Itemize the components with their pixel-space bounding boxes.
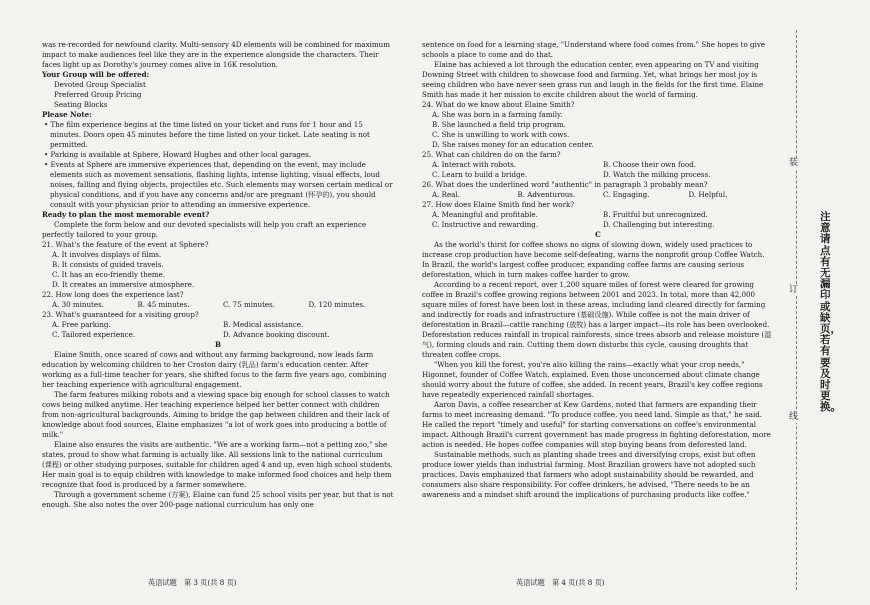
answer-option: D. 120 minutes. [308, 300, 366, 309]
answer-option: C. Learn to build a bridge. [432, 170, 528, 179]
answer-option: C. She is unwilling to work with cows. [432, 130, 570, 139]
question: 27. How does Elaine Smith find her work? [422, 200, 575, 209]
answer-option: A. She was born in a farming family. [432, 110, 563, 119]
answer-option: D. Helpful. [688, 190, 728, 199]
section-heading: C [595, 230, 601, 239]
offer-item: Preferred Group Pricing [54, 90, 142, 99]
question: 26. What does the underlined word "authentic" in paragraph 3 probably mean? [422, 180, 708, 189]
question: 22. How long does the experience last? [42, 290, 184, 299]
answer-option: B. She launched a field trip program. [432, 120, 566, 129]
paragraph: Elaine has achieved a lot through the education center, even appearing on TV and visiting Downing Street with children to showcase food and farming. Yet, what brings her most joy is seeing children who have never seen grass run and laugh in the fields for the first time. Elaine Smith has made it her mission to excite children about the world of farming. [422, 60, 764, 99]
answer-option: A. Interact with robots. [432, 160, 516, 169]
question: 25. What can children do on the farm? [422, 150, 561, 159]
bold-heading: Ready to plan the most memorable event? [42, 210, 210, 219]
binding-mark-xian: 线 [789, 412, 799, 422]
answer-option: A. It involves displays of films. [52, 250, 162, 259]
paragraph: According to a recent report, over 1,200 square miles of forest were cleared for growing coffee in Brazil's coffee growing regions between 2001 and 2023. In total, more than 42,000 square miles of forest have been lost in these areas, including land cleared directly for farming and indirectly for roads and infrastructure (基础设施). While coffee is not the main driver of deforestation in Brazil—cattle ranching (放牧) has a larger impact—its role has been overlooked. Deforestation reduces rainfall in tropical rainforests, since trees absorb and release moisture (湿气), forming clouds and rain. Cutting them down disturbs this cycle, causing droughts that threaten coffee crops. [422, 280, 772, 359]
note-bullet: • Parking is available at Sphere, Howard Hughes and other local garages. [44, 150, 312, 159]
answer-option: B. Choose their own food. [603, 160, 697, 169]
binding-mark-zhuang: 装 [789, 158, 799, 168]
offer-item: Seating Blocks [54, 100, 108, 109]
left-column [42, 40, 394, 510]
answer-option: A. Meaningful and profitable. [432, 210, 538, 219]
answer-option: C. It has an eco-friendly theme. [52, 270, 166, 279]
answer-option: B. It consists of guided travels. [52, 260, 164, 269]
vertical-print-notice: 注意请点有无漏印或缺页，若有要及时更换。 [820, 211, 841, 414]
answer-option: C. Engaging. [603, 190, 650, 199]
answer-options [422, 190, 774, 200]
paragraph: As the world's thirst for coffee shows no signs of slowing down, widely used practices to increase crop production have become self-defeating, warns the nonprofit group Coffee Watch. In Brazil, the world's largest coffee producer, expanding coffee farms are causing serious deforestation, which in turn makes coffee harder to grow. [422, 240, 765, 279]
answer-option: A. Real. [432, 190, 460, 199]
answer-options [42, 320, 394, 340]
paragraph: Aaron Davis, a coffee researcher at Kew Gardens, noted that farmers are expanding their farms to meet increasing demand. "To produce coffee, you need land. Simple as that," he said. He called the report "timely and useful" for starting conversations on coffee's environmental impact. Although Brazil's current government has made progress in fighting deforestation, more action is needed. He hopes coffee companies will stop buying beans from deforested land. [422, 400, 771, 449]
answer-option: D. She raises money for an education center. [432, 140, 594, 149]
answer-option: A. Free parking. [52, 320, 111, 329]
answer-option: B. Fruitful but unrecognized. [603, 210, 708, 219]
footer-left: 英语试题 第 3 页(共 8 页) [148, 578, 237, 587]
footer-right: 英语试题 第 4 页(共 8 页) [516, 578, 605, 587]
answer-option: B. Adventurous. [517, 190, 576, 199]
answer-option: D. Advance booking discount. [223, 330, 330, 339]
paragraph: The farm features milking robots and a viewing space big enough for school classes to watch cows being milked anytime. Her teaching experience helped her better connect with children from non-agricultural backgrounds. Aiming to bridge the gap between children and their lack of knowledge about food sources, Elaine emphasizes "a lot of work goes into producing a bottle of milk." [42, 390, 390, 439]
note-bullet: • Events at Sphere are immersive experiences that, depending on the event, may include elements such as movement sensations, flashing lights, intense lighting, visual effects, loud noises, falling and flying objects, projectiles etc. Such elements may worsen certain medical or physical conditions, and if you have any concerns and/or are pregnant (怀孕的), you should consult with your physician prior to attending an immersive experience. [44, 160, 393, 209]
bold-heading: Your Group will be offered: [42, 70, 150, 79]
paragraph: Elaine Smith, once scared of cows and without any farming background, now leads farm education by welcoming children to her Croston dairy (乳品) farm's education center. After working as a full-time teacher for years, she shifted focus to the farm five years ago, combining her teaching experience with agricultural engagement. [42, 350, 387, 389]
note-bullet: • The film experience begins at the time listed on your ticket and runs for 1 hour and 15 minutes. Doors open 45 minutes before the time listed on your ticket. Late seating is not permitted. [44, 120, 370, 149]
answer-option: D. It creates an immersive atmosphere. [52, 280, 195, 289]
question: 24. What do we know about Elaine Smith? [422, 100, 575, 109]
answer-option: D. Watch the milking process. [603, 170, 711, 179]
bold-heading: Please Note: [42, 110, 92, 119]
paragraph: was re-recorded for newfound clarity. Multi-sensory 4D elements will be combined for maximum impact to make audiences feel like they are in the experience alongside the characters. Their faces light up as Dorothy's journey comes alive in 16K resolution. [42, 40, 390, 69]
paragraph: Sustainable methods, such as planting shade trees and diversifying crops, exist but often produce lower yields than industrial farming. Most Brazilian growers have not adopted such practices. Davis emphasized that farmers who adopt sustainability should be rewarded, and consumers also share responsibility. For coffee drinkers, he advised, "There needs to be an awareness and a mindset shift around the implications of purchasing products like coffee." [422, 450, 756, 499]
answer-option: B. 45 minutes. [137, 300, 190, 309]
binding-mark-ding: 订 [789, 285, 799, 295]
answer-option: C. 75 minutes. [223, 300, 276, 309]
answer-option: D. Challenging but interesting. [603, 220, 715, 229]
paragraph: Elaine also ensures the visits are authentic. "We are a working farm—not a petting zoo," she states, proud to show what farming is actually like. All sessions link to the national curriculum (课程) or other studying purposes, suitable for children aged 4 and up, even high school students. Her main goal is to equip children with knowledge to make informed food choices and help them recognize that food is produced by a farmer somewhere. [42, 440, 393, 489]
paragraph: Through a government scheme (方案), Elaine can fund 25 school visits per year, but that is not enough. She also notes the over 200-page national curriculum has only one [42, 490, 394, 509]
answer-option: B. Medical assistance. [223, 320, 304, 329]
answer-option: A. 30 minutes. [52, 300, 104, 309]
question: 21. What's the feature of the event at Sphere? [42, 240, 209, 249]
answer-options [422, 160, 774, 180]
paragraph: "When you kill the forest, you're also killing the rains—exactly what your crop needs," Higonnet, founder of Coffee Watch, explained. Even those unconcerned about climate change should worry about the future of coffee, she added. In recent years, Brazil's key coffee regions have repeatedly experienced rainfall shortages. [422, 360, 763, 399]
section-heading: B [215, 340, 221, 349]
dashed-binding-rule [796, 30, 797, 590]
answer-option: C. Tailored experience. [52, 330, 136, 339]
answer-options [422, 210, 774, 230]
paragraph: sentence on food for a learning stage, "Understand where food comes from." She hopes to give schools a place to come and do that. [422, 40, 766, 59]
offer-item: Devoted Group Specialist [54, 80, 146, 89]
answer-option: C. Instructive and rewarding. [432, 220, 539, 229]
binding-line [786, 30, 808, 590]
paragraph: Complete the form below and our devoted specialists will help you craft an experience perfectly tailored to your group. [42, 220, 367, 239]
right-column [422, 40, 774, 500]
question: 23. What's guaranteed for a visiting group? [42, 310, 199, 319]
answer-options [42, 300, 394, 310]
